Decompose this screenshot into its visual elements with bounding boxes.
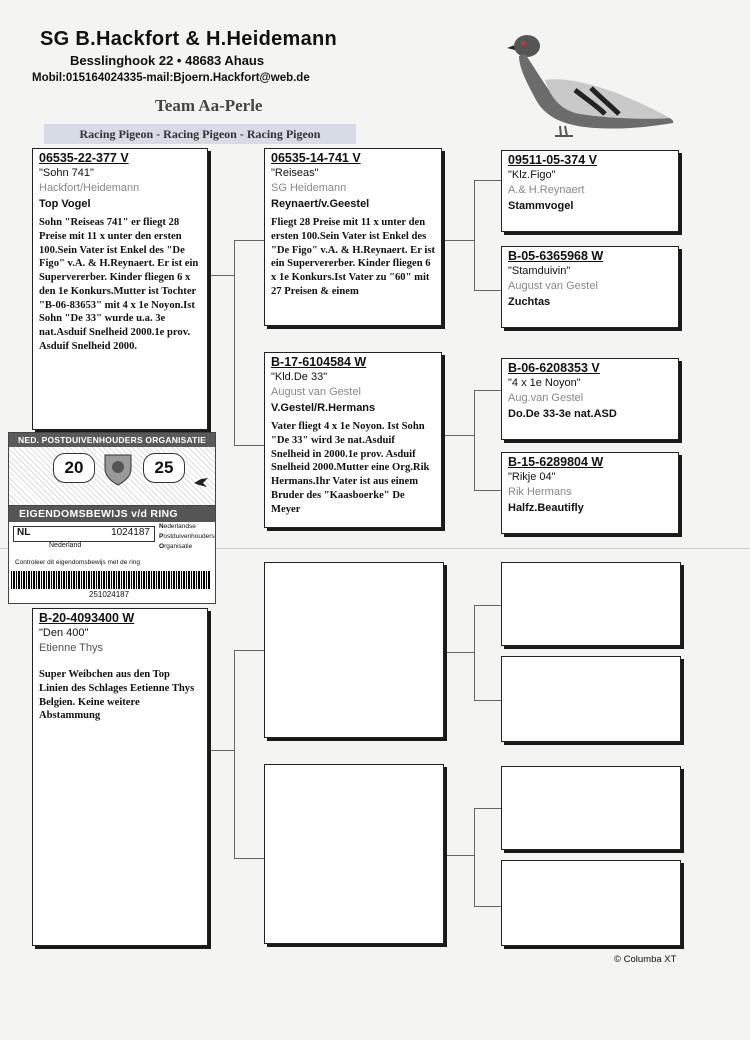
second-breeder: Etienne Thys [39, 642, 104, 654]
ring-country: NL [17, 527, 31, 538]
npo-word: ostduivenhouders [163, 533, 215, 540]
dam-description: Vater fliegt 4 x 1e Noyon. Ist Sohn "De 33" wird 3e nat.Asduif Snelheid in 2000.1e prov. Asduif Snelheid 2000.Mutter eine Org.Rik Hermans.Ihr Vater ist aus einem Bruder des "Kaasboerke" De Meyer [271, 421, 430, 515]
grandparent-strain: Do.De 33-3e nat.ASD [508, 408, 617, 420]
connector [474, 605, 475, 700]
ring-card-year-right: 25 [143, 453, 185, 483]
ring-ownership-card [8, 432, 216, 604]
connector [234, 858, 264, 859]
connector [444, 855, 474, 856]
connector [474, 700, 501, 701]
sire-name: "Reiseas" [271, 167, 319, 179]
npo-letter: N [159, 523, 164, 530]
grandparent-name: "Klz.Figo" [508, 169, 556, 181]
ring-card-note: Controleer dit eigendomsbewijs met de ring [15, 559, 141, 566]
dam-name: "Kld.De 33" [271, 371, 328, 383]
empty-card [501, 766, 681, 850]
copyright: © Columba XT [614, 954, 677, 965]
empty-card [264, 764, 444, 944]
connector [208, 750, 234, 751]
npo-letters [159, 522, 215, 552]
second-ring: B-20-4093400 W [39, 611, 135, 625]
npo-letter: O [159, 543, 165, 550]
connector [474, 290, 501, 291]
empty-card [501, 562, 681, 646]
connector [234, 650, 235, 858]
connector [474, 490, 501, 491]
ring-card-year-left: 20 [53, 453, 95, 483]
grandparent-strain: Halfz.Beautifly [508, 502, 584, 514]
ring-country-name: Nederland [49, 542, 82, 549]
grandparent-name: "Stamduivin" [508, 265, 571, 277]
connector [234, 240, 235, 445]
dam-strain: V.Gestel/R.Hermans [271, 402, 376, 414]
grandparent-ring: B-15-6289804 W [508, 455, 604, 469]
connector [474, 906, 501, 907]
sire-breeder: SG Heidemann [271, 182, 347, 194]
connector [442, 435, 474, 436]
team-name: Team Aa-Perle [155, 96, 263, 115]
barcode-number: 251024187 [89, 590, 130, 599]
dam-breeder: August van Gestel [271, 386, 361, 398]
dam-card [264, 352, 442, 528]
grandparent-strain: Zuchtas [508, 296, 551, 308]
grandparent-card [501, 358, 679, 440]
subject-ring: 06535-22-377 V [39, 151, 129, 165]
grandparent-breeder: Rik Hermans [508, 486, 572, 498]
empty-card [264, 562, 444, 738]
grandparent-breeder: A.& H.Reynaert [508, 184, 585, 196]
sire-description: Fliegt 28 Preise mit 11 x unter den ersten 100.Sein Vater ist Enkel des "De Figo" v.A. & H.Reynaert. Er ist ein Supervererber. Kinder fliegen 6 x 1e Konkurs.Ist Vater zu "60" mit 27 Preisen & einem [271, 217, 435, 297]
subject-strain: Top Vogel [39, 198, 91, 210]
second-description: Super Weibchen aus den Top Linien des Schlages Eetienne Thys Belgien. Keine weitere Abstammung [39, 669, 195, 722]
empty-card [501, 860, 681, 946]
connector [442, 240, 474, 241]
connector [444, 652, 474, 653]
ring-card-title: EIGENDOMSBEWIJS v/d RING [9, 506, 215, 522]
second-pigeon-card [32, 608, 208, 946]
owner-contact: Mobil:015164024335-mail:Bjoern.Hackfort@web.de [32, 72, 310, 84]
racing-banner: Racing Pigeon - Racing Pigeon - Racing Pigeon [44, 124, 356, 144]
connector [474, 808, 501, 809]
ring-number: 1024187 [111, 527, 150, 538]
ring-card-emblem [9, 447, 215, 506]
grandparent-ring: B-06-6208353 V [508, 361, 600, 375]
subject-description: Sohn "Reiseas 741" er fliegt 28 Preise mit 11 x unter den ersten 100.Sein Vater ist Enkel des "De Figo" v.A. & H.Reynaert. Er ist ein Supervererber. Kinder fliegen 6 x den 1e Konkurs.Mutter ist Tochter "B-06-83653" mit 4 x 1e Noyon.Ist Sohn "De 33" wurde u.a. 3e nat.Asduif Snelheid 2000.1e prov. Asduif Snelheid 2000. [39, 217, 199, 352]
connector [234, 445, 264, 446]
ring-card-org: NED. POSTDUIVENHOUDERS ORGANISATIE [9, 433, 215, 447]
connector [474, 390, 501, 391]
second-name: "Den 400" [39, 627, 89, 639]
grandparent-card [501, 246, 679, 328]
npo-letter: P [159, 533, 164, 540]
empty-card [501, 656, 681, 742]
connector [208, 275, 234, 276]
ring-number-box [13, 526, 155, 542]
connector [474, 180, 501, 181]
lion-crest-icon [101, 451, 135, 487]
barcode [11, 571, 211, 589]
dam-ring: B-17-6104584 W [271, 355, 367, 369]
owner-address: Besslinghook 22 • 48683 Ahaus [70, 53, 265, 68]
grandparent-card [501, 452, 679, 534]
connector [474, 605, 501, 606]
npo-word: rganisatie [164, 543, 193, 550]
connector [474, 390, 475, 490]
grandparent-card [501, 150, 679, 232]
connector [234, 240, 264, 241]
sire-strain: Reynaert/v.Geestel [271, 198, 370, 210]
sire-card [264, 148, 442, 326]
bird-icon [193, 477, 209, 489]
sire-ring: 06535-14-741 V [271, 151, 361, 165]
npo-word: ederlandse [163, 523, 196, 530]
grandparent-ring: 09511-05-374 V [508, 153, 597, 167]
ring-card-number-row [9, 522, 215, 550]
grandparent-breeder: August van Gestel [508, 280, 598, 292]
grandparent-name: "4 x 1e Noyon" [508, 377, 581, 389]
connector [474, 180, 475, 290]
connector [234, 650, 264, 651]
subject-breeder: Hackfort/Heidemann [39, 182, 140, 194]
grandparent-name: "Rikje 04" [508, 471, 556, 483]
owner-title: SG B.Hackfort & H.Heidemann [40, 28, 338, 50]
pigeon-icon [505, 28, 680, 146]
subject-name: "Sohn 741" [39, 167, 94, 179]
connector [474, 808, 475, 906]
grandparent-strain: Stammvogel [508, 200, 574, 212]
grandparent-breeder: Aug.van Gestel [508, 392, 584, 404]
subject-card [32, 148, 208, 430]
grandparent-ring: B-05-6365968 W [508, 249, 604, 263]
